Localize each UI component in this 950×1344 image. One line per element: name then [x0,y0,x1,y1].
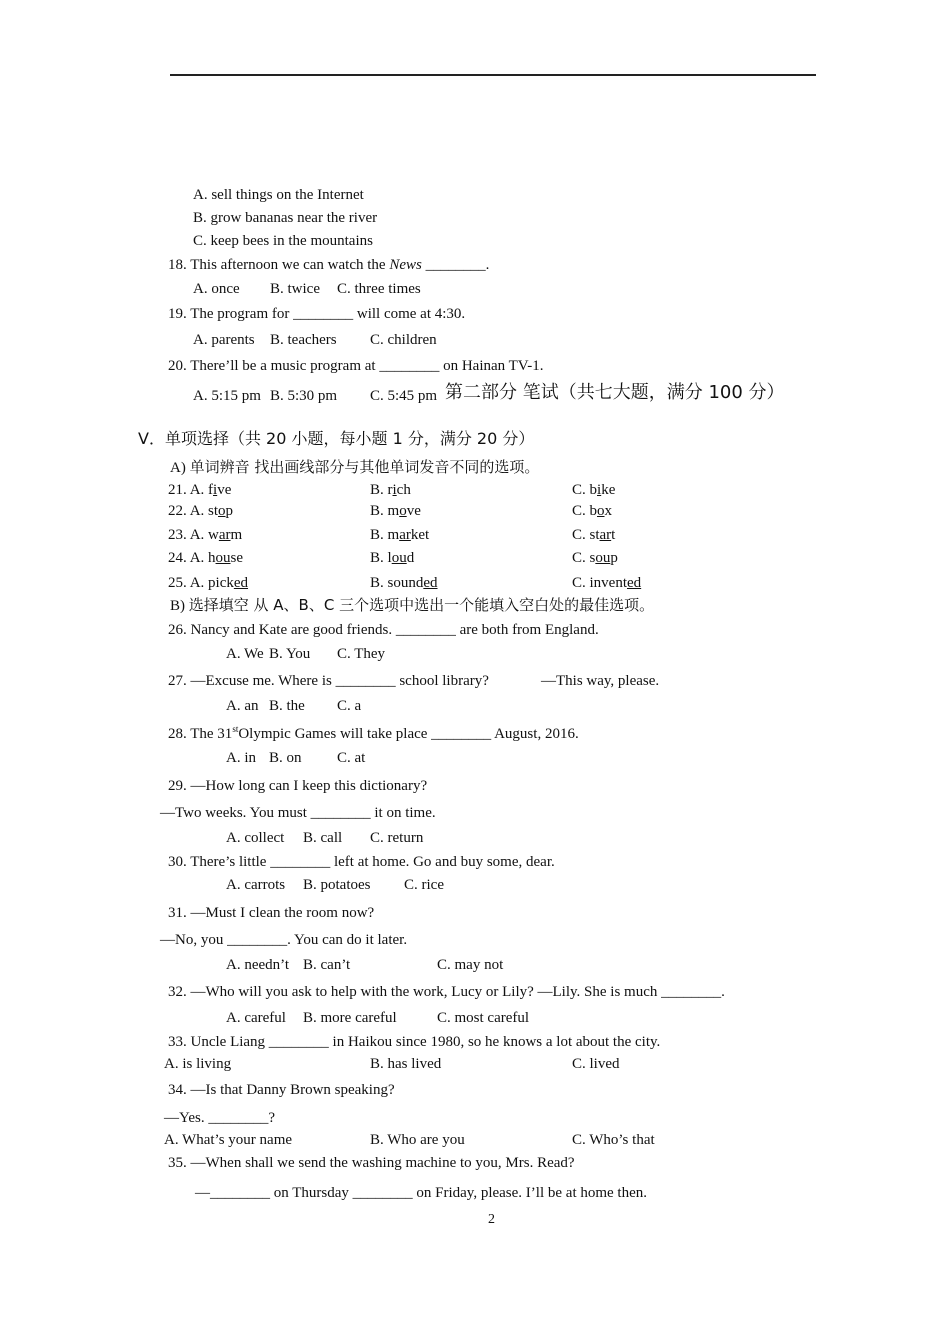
stem-text: —Must I clean the room now? [190,905,375,921]
option-c-underlined: o [597,503,605,519]
q30-stem [168,852,555,872]
q29-stem [168,776,427,796]
sectionA-label: A) [170,460,186,476]
phonics-option-c [572,480,615,500]
q18-option-a: A. once [193,281,240,297]
q26-stem [168,620,599,640]
q26-option-c: C. They [337,646,386,662]
section5-title: Ⅴ．单项选择（共 20 小题，每小题 1 分，满分 20 分） [138,429,535,448]
question-number: 31. [168,905,187,921]
q27-option-c: C. a [337,698,362,714]
question-number: 35. [168,1155,187,1171]
phonics-option-c [572,548,618,568]
q31-line2: —No, you ________. You can do it later. [160,932,408,948]
q29-option-b: B. call [303,830,343,846]
page-number: 2 [488,1212,495,1227]
q30-option-a: A. carrots [226,877,286,893]
question-number: 34. [168,1082,187,1098]
option-c-underlined: i [597,482,602,498]
sectionA-title: 单词辨音 找出画线部分与其他单词发音不同的选项。 [189,458,540,476]
question-number: 20. [168,358,187,374]
stem-text: Uncle Liang ________ in Haikou since 1980, so he knows a lot about the city. [190,1034,661,1050]
option-a-pre: A. f [189,482,214,498]
option-b-post: ve [406,503,421,519]
q34-option-b: B. Who are you [370,1132,465,1148]
stem-text: This afternoon we can watch the [190,257,386,273]
q32-stem [168,982,725,1002]
option-b-pre: B. m [370,527,400,543]
option-c-underlined: ou [595,550,611,566]
option-c-pre: C. st [572,527,600,543]
stem-text: —When shall we send the washing machine to you, Mrs. Read? [190,1155,575,1171]
option-b-post: ket [410,527,430,543]
q20-option-c: C. 5:45 pm [370,388,438,404]
q19-option-c: C. children [370,332,437,348]
q20-option-b: B. 5:30 pm [270,388,338,404]
q26-option-b: B. You [269,646,311,662]
option-a-post: p [225,503,234,519]
question-number: 32. [168,984,187,1000]
q34-option-a: A. What’s your name [164,1132,293,1148]
option-a-underlined: ar [218,527,231,543]
q27-stem [168,671,489,691]
q20-stem [168,356,543,376]
sectionB-title: 选择填空 从 A、B、C 三个选项中选出一个能填入空白处的最佳选项。 [188,596,655,614]
question-number: 25. [168,575,187,591]
question-number: 19. [168,306,187,322]
option-a-underlined: ed [233,575,249,591]
phonics-row [168,501,233,521]
q28-option-a: A. in [226,750,256,766]
stem-text: The 31 [190,726,233,742]
option-c-underlined: ed [627,575,642,591]
stem-text: Nancy and Kate are good friends. ________ are both from England. [190,622,599,638]
phonics-option-b [370,501,421,521]
option-c-pre: C. s [572,550,596,566]
sectionB-heading [170,595,654,616]
option-a-post: ve [217,482,232,498]
option-a-post: se [230,550,244,566]
q34-stem [168,1080,395,1100]
stem-text: —Excuse me. Where is ________ school library? [190,673,489,689]
stem-text: —Is that Danny Brown speaking? [190,1082,395,1098]
option-a-post: m [230,527,243,543]
phonics-option-c [572,573,641,593]
stem-text-rest: Olympic Games will take place ________ August, 2016. [238,726,579,742]
q29-line2: —Two weeks. You must ________ it on time. [160,805,436,821]
question-number: 28. [168,726,187,742]
q20-option-a: A. 5:15 pm [193,388,261,404]
option-c-post: ke [601,482,616,498]
option-a-underlined: ou [215,550,231,566]
option-b-pre: B. r [370,482,393,498]
option-c-post: x [604,503,613,519]
option-b-underlined: ed [423,575,438,591]
phonics-option-b [370,573,438,593]
option-b-pre: B. m [370,503,400,519]
sectionB-label: B) [170,598,185,614]
option-c-underlined: ar [599,527,612,543]
q27-option-b: B. the [269,698,305,714]
question-number: 22. [168,503,187,519]
header-rule [170,74,816,76]
option-c-pre: C. b [572,503,598,519]
stem-text: There’ll be a music program at ________ on Hainan TV-1. [190,358,544,374]
option-b-pre: B. l [370,550,392,566]
q27-reply: —This way, please. [541,673,660,689]
q29-option-a: A. collect [226,830,285,846]
question-number: 30. [168,854,187,870]
q30-option-c: C. rice [404,877,444,893]
q32-option-c: C. most careful [437,1010,530,1026]
q19-option-b: B. teachers [270,332,337,348]
phonics-option-b [370,480,411,500]
stem-text: —Who will you ask to help with the work, Lucy or Lily? —Lily. She is much ________. [190,984,725,1000]
option-c-post: t [611,527,616,543]
phonics-row [168,525,242,545]
q32-option-b: B. more careful [303,1010,397,1026]
question-number: 23. [168,527,187,543]
option-b-post: d [406,550,415,566]
q30-option-b: B. potatoes [303,877,371,893]
q18-option-b: B. twice [270,281,320,297]
option-c-pre: C. invent [572,575,627,591]
q32-option-a: A. careful [226,1010,286,1026]
option-a-pre: A. h [189,550,216,566]
question-number: 29. [168,778,187,794]
phonics-option-c [572,501,612,521]
q34-line2: —Yes. ________? [164,1110,275,1126]
phonics-row [168,548,243,568]
q35-line2: —________ on Thursday ________ on Friday, please. I’ll be at home then. [195,1185,648,1201]
question-number: 24. [168,550,187,566]
option-b-post: ch [396,482,411,498]
q28-stem [168,724,579,744]
option-b-underlined: ou [391,550,407,566]
q33-stem [168,1032,660,1052]
q28-option-b: B. on [269,750,302,766]
option-b-pre: B. sound [370,575,424,591]
q19-option-a: A. parents [193,332,255,348]
stem-blank: ________. [425,257,490,273]
q33-option-c: C. lived [572,1056,620,1072]
q34-option-c: C. Who’s that [572,1132,655,1148]
q17-option-b: B. grow bananas near the river [193,210,378,226]
q29-option-c: C. return [370,830,424,846]
q17-option-a: A. sell things on the Internet [193,187,364,203]
q33-option-b: B. has lived [370,1056,442,1072]
phonics-option-c [572,525,615,545]
option-c-pre: C. b [572,482,598,498]
question-number: 18. [168,257,187,273]
q31-stem [168,903,374,923]
q19-stem [168,304,465,324]
q26-option-a: A. We [226,646,264,662]
option-b-underlined: ar [399,527,411,543]
option-c-post: p [610,550,618,566]
stem-text: The program for ________ will come at 4:30. [190,306,466,322]
q31-option-c: C. may not [437,957,504,973]
sectionA-heading [170,457,539,478]
q35-stem [168,1153,575,1173]
ordinal-suffix: st [232,724,239,734]
q33-option-a: A. is living [164,1056,232,1072]
option-a-underlined: o [218,503,226,519]
option-a-pre: A. pick [189,575,234,591]
stem-italic: News [389,257,422,273]
q28-option-c: C. at [337,750,366,766]
question-number: 33. [168,1034,187,1050]
phonics-row [168,480,231,500]
q31-option-b: B. can’t [303,957,351,973]
q17-option-c: C. keep bees in the mountains [193,233,373,249]
question-number: 26. [168,622,187,638]
stem-text: —How long can I keep this dictionary? [190,778,428,794]
question-number: 21. [168,482,187,498]
q31-option-a: A. needn’t [226,957,290,973]
phonics-option-b [370,548,414,568]
q27-option-a: A. an [226,698,259,714]
q18-option-c: C. three times [337,281,421,297]
q18-stem [168,255,489,275]
part2-title: 第二部分 笔试（共七大题，满分 100 分） [445,382,785,403]
option-a-pre: A. w [189,527,219,543]
phonics-row [168,573,248,593]
stem-text: There’s little ________ left at home. Go and buy some, dear. [190,854,555,870]
option-a-underlined: i [213,482,218,498]
option-b-underlined: o [399,503,407,519]
question-number: 27. [168,673,187,689]
phonics-option-b [370,525,429,545]
option-b-underlined: i [392,482,397,498]
option-a-pre: A. st [189,503,219,519]
